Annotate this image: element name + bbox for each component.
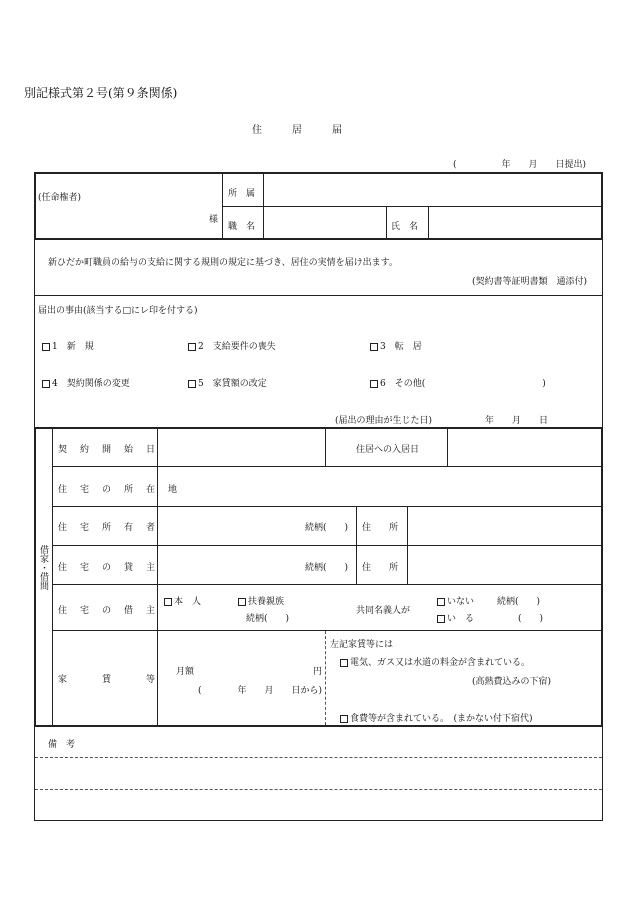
owner-residence-field[interactable]: [410, 508, 599, 544]
remarks-field[interactable]: [36, 759, 601, 819]
lessee-dependent-option[interactable]: 扶養親族: [238, 594, 284, 607]
checkbox-icon: [437, 615, 445, 623]
co-signer-exists-relation[interactable]: ( ): [518, 614, 544, 624]
yen-label: 円: [313, 667, 323, 677]
co-signer-none-relation[interactable]: 続柄( ): [497, 597, 541, 607]
monthly-label: 月額: [176, 667, 195, 677]
address-field[interactable]: [160, 468, 599, 505]
co-signer-label: 共同名義人が: [356, 606, 411, 616]
reason-date-value[interactable]: 年 月 日: [485, 416, 549, 426]
checkbox-icon: [437, 598, 445, 606]
contract-start-label: 契 約 開 始 日: [58, 445, 158, 455]
owner-label: 住 宅 所 有 者: [58, 523, 158, 533]
move-in-field[interactable]: [450, 430, 599, 465]
checkbox-icon: [340, 715, 348, 723]
checkbox-icon: [188, 343, 196, 351]
monthly-field[interactable]: [210, 658, 310, 674]
co-signer-none-option[interactable]: いない: [437, 594, 474, 607]
address-label: 住 宅 の 所 在 地: [58, 485, 180, 495]
reason-option-4[interactable]: 4 契約関係の変更: [42, 376, 130, 389]
checkbox-icon: [340, 659, 348, 667]
affiliation-field[interactable]: [265, 174, 599, 205]
sama-label: 様: [209, 215, 219, 225]
rent-label: 家 賃 等: [58, 675, 158, 685]
checkbox-icon: [42, 380, 50, 388]
reason-option-1[interactable]: 1 新 規: [42, 339, 94, 352]
job-field[interactable]: [265, 208, 385, 238]
name-label: 氏 名: [391, 222, 419, 232]
form-id: 別記様式第２号(第９条関係): [24, 86, 178, 100]
checkbox-icon: [370, 343, 378, 351]
statement-text: 新ひだか町職員の給与の支給に関する規則の規定に基づき、居住の実情を届け出ます。: [48, 258, 398, 268]
includes-utilities-option[interactable]: 電気、ガス又は水道の料金が含まれている。: [340, 655, 530, 668]
submit-date: ( 年 月 日提出): [453, 160, 587, 170]
affiliation-label: 所 属: [228, 189, 256, 199]
checkbox-icon: [238, 598, 246, 606]
reason-option-3[interactable]: 3 転 居: [370, 339, 422, 352]
reason-option-5[interactable]: 5 家賃額の改定: [188, 376, 267, 389]
lessee-self-option[interactable]: 本 人: [164, 594, 201, 607]
co-signer-exists-option[interactable]: い る: [437, 611, 474, 624]
checkbox-icon: [188, 380, 196, 388]
reason-date-label: (届出の理由が生じた日): [335, 416, 433, 426]
includes-meals-option[interactable]: 食費等が含まれている。 (まかない付下宿代): [340, 711, 533, 724]
reason-heading: 届出の事由(該当する□にレ印を付する): [38, 306, 198, 316]
checkbox-icon: [370, 380, 378, 388]
lessor-relation[interactable]: 続柄( ): [305, 563, 349, 573]
rental-section-label: 借家・借間: [38, 545, 48, 590]
lessor-residence-field[interactable]: [410, 547, 599, 583]
statement-note: (契約書等証明書類 通添付): [472, 277, 588, 287]
includes-heading: 左記家賃等には: [330, 640, 394, 650]
checkbox-icon: [164, 598, 172, 606]
lessor-residence-label: 住 所: [362, 563, 399, 573]
contract-start-field[interactable]: [160, 430, 323, 465]
utilities-note: (高熱費込みの下宿): [472, 677, 552, 687]
checkbox-icon: [42, 343, 50, 351]
name-field[interactable]: [430, 208, 599, 238]
job-label: 職 名: [228, 222, 256, 232]
owner-residence-label: 住 所: [362, 523, 399, 533]
owner-relation[interactable]: 続柄( ): [305, 523, 349, 533]
move-in-label: 住居への入居日: [356, 445, 420, 455]
appointer-label: (任命権者): [38, 193, 82, 203]
reason-option-6[interactable]: 6 その他( ): [370, 376, 546, 389]
remarks-label: 備 考: [48, 740, 76, 750]
lessee-label: 住 宅 の 借 主: [58, 606, 158, 616]
lessor-label: 住 宅 の 貸 主: [58, 563, 158, 573]
page-title: 住 居 届: [252, 125, 342, 136]
reason-option-2[interactable]: 2 支給要件の喪失: [188, 339, 276, 352]
lessee-relation[interactable]: 続柄( ): [246, 614, 290, 624]
rent-from-date[interactable]: ( 年 月 日から): [198, 686, 323, 696]
